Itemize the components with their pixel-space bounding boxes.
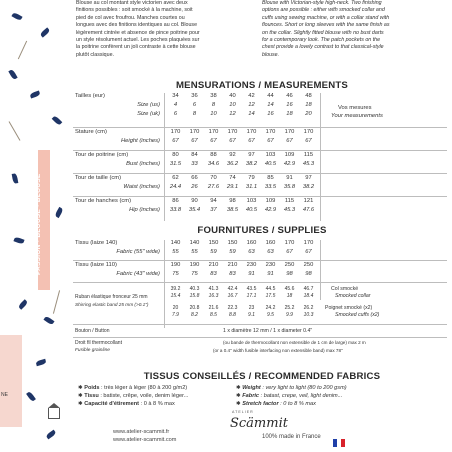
- fabric-bullet: [236, 401, 316, 407]
- fabric-cell: 91: [267, 271, 274, 277]
- elastic-cell: 16.7: [227, 293, 238, 299]
- description-line: pied de col avec froufrou. Manches courtes ou: [76, 14, 185, 21]
- leaf-icon: [54, 207, 63, 218]
- elastic-cell: 20: [172, 305, 179, 311]
- vertical-band-text: PASSION · BLOUSE · BLOUSE: [35, 173, 42, 276]
- fabric-cell: 150: [208, 240, 219, 246]
- smocked-cuffs-fr: Poignet smocké (x2): [325, 305, 373, 311]
- measurement-label-fr: Tour de taille (cm): [75, 175, 122, 181]
- smocked-cuffs-en: Smocked cuffs (x2): [335, 312, 380, 318]
- fabric-label-fr: Tissu (laize 140): [75, 240, 118, 246]
- description-line: un style résolument actuel. Les poches plaquées sur: [76, 37, 200, 44]
- measurement-cell: 42.9: [264, 207, 277, 213]
- measurement-cell: 97: [248, 152, 255, 158]
- fabric-cell: 98: [305, 271, 312, 277]
- leaf-icon: [52, 115, 63, 126]
- measurement-cell: 109: [265, 198, 276, 204]
- fabric-key: Weight: [242, 385, 261, 391]
- floral-sidebar: [0, 0, 68, 452]
- fabric-cell: 67: [305, 249, 312, 255]
- measurements-table: [73, 93, 447, 223]
- smocked-collar-en: Smocked collar: [335, 293, 371, 299]
- measurement-cell: 109: [284, 152, 295, 158]
- fabric-key: Stretch factor: [242, 401, 279, 407]
- measurement-row: [73, 129, 447, 151]
- fabric-bullet: [236, 393, 342, 399]
- size-cell: 42: [248, 93, 255, 99]
- measurement-cell: 90: [191, 198, 198, 204]
- description-line: plutôt classique.: [76, 51, 114, 58]
- measurement-cell: 31.1: [245, 184, 258, 190]
- measurement-cell: 35.4: [188, 207, 201, 213]
- twig-icon: [18, 41, 27, 60]
- measurement-label-en: Height (inches): [121, 138, 160, 144]
- star-bullet-icon: ✱: [236, 401, 243, 407]
- button-label: Bouton / Button: [75, 328, 110, 334]
- size-cell: 16: [267, 111, 274, 117]
- elastic-cell: 9.1: [248, 312, 255, 318]
- size-cell: 18: [305, 102, 312, 108]
- size-row-label: Tailles (eur): [75, 93, 105, 99]
- divider: [73, 324, 447, 325]
- size-row: [73, 102, 447, 111]
- leaf-icon: [12, 173, 19, 184]
- measurement-cell: 170: [303, 129, 314, 135]
- fabric-cell: 170: [284, 240, 295, 246]
- measurement-cell: 67: [267, 138, 274, 144]
- star-bullet-icon: ✱: [78, 393, 85, 399]
- brand-logo: Scämmit: [230, 416, 288, 431]
- elastic-cell: 10.3: [303, 312, 314, 318]
- size-cell: 40: [229, 93, 236, 99]
- measurement-cell: 86: [172, 198, 179, 204]
- fabric-cell: 190: [189, 262, 200, 268]
- url-en[interactable]: www.atelier-scammit.com: [113, 437, 177, 443]
- elastic-cell: 20.8: [189, 305, 200, 311]
- description-en: [262, 0, 444, 59]
- elastic-cell: 18: [286, 293, 293, 299]
- fabric-cell: 230: [246, 262, 257, 268]
- elastic-cell: 8.8: [229, 312, 236, 318]
- measurement-cell: 74: [229, 175, 236, 181]
- measurement-cell: 103: [246, 198, 257, 204]
- measurement-cell: 170: [227, 129, 238, 135]
- fabric-label-fr: Tissu (laize 110): [75, 262, 117, 268]
- measurement-cell: 34.6: [207, 161, 220, 167]
- interfacing-label-en: Fusible grainline: [75, 348, 110, 353]
- fabric-key: Fabric: [242, 393, 260, 399]
- measurement-cell: 170: [170, 129, 181, 135]
- elastic-cell: 42.4: [227, 286, 238, 292]
- elastic-cell: 26.2: [303, 305, 314, 311]
- measurement-cell: 84: [191, 152, 198, 158]
- fabric-cell: 55: [172, 249, 179, 255]
- measurement-cell: 67: [248, 138, 255, 144]
- fabric-key: Poids: [84, 385, 100, 391]
- twig-icon: [53, 290, 60, 313]
- measurement-cell: 66: [191, 175, 198, 181]
- leaf-icon: [40, 27, 51, 37]
- divider: [73, 150, 447, 151]
- elastic-label-fr: Ruban élastique fronceur 25 mm: [75, 294, 148, 300]
- description-line: chest provide a lovely contrast to that classical-style: [262, 44, 384, 51]
- elastic-cell: 40.3: [189, 286, 200, 292]
- elastic-cell: 22.3: [227, 305, 238, 311]
- size-cell: 4: [173, 102, 178, 108]
- leaf-icon: [45, 430, 56, 440]
- fabric-value: : batiste, crêpe, voile, denim léger...: [98, 393, 189, 399]
- fabric-row: [73, 262, 447, 282]
- measurement-cell: 38.2: [302, 184, 315, 190]
- measurement-cell: 67: [305, 138, 312, 144]
- size-cell: 6: [192, 102, 197, 108]
- size-cell: 44: [267, 93, 274, 99]
- size-row-label: Size (us): [137, 102, 160, 108]
- your-measurements-label: Your measurements: [331, 113, 383, 119]
- pink-card-text: NE: [1, 392, 8, 398]
- leaf-icon: [8, 69, 17, 80]
- measurement-cell: 170: [189, 129, 200, 135]
- measurement-cell: 67: [172, 138, 179, 144]
- fabric-cell: 170: [303, 240, 314, 246]
- fabric-cell: 250: [284, 262, 295, 268]
- measurement-cell: 27.6: [207, 184, 220, 190]
- size-cell: 48: [305, 93, 312, 99]
- measurement-cell: 35.8: [283, 184, 296, 190]
- elastic-label-en: Shirring elastic band 25 mm (>0.1"): [75, 302, 149, 307]
- supplies-title: FOURNITURES / SUPPLIES: [197, 225, 327, 236]
- divider: [73, 282, 447, 283]
- description-line: légèrement cintrée et absence de pince poitrine pour: [76, 29, 200, 36]
- description-line: blouse.: [262, 51, 280, 58]
- elastic-cell: 24.2: [265, 305, 276, 311]
- fabric-cell: 210: [208, 262, 219, 268]
- fabric-bullet: [236, 385, 347, 391]
- size-cell: 36: [191, 93, 198, 99]
- measurement-cell: 45.3: [283, 207, 296, 213]
- measurement-cell: 97: [305, 175, 312, 181]
- description-fr: [76, 0, 246, 59]
- logo-small-text: ATELIER: [232, 410, 254, 414]
- measurement-cell: 98: [229, 198, 236, 204]
- measurement-cell: 115: [303, 152, 314, 158]
- fabric-cell: 150: [227, 240, 238, 246]
- fabric-value: : 0 to 8 % max: [278, 401, 316, 407]
- size-cell: 46: [286, 93, 293, 99]
- elastic-cell: 7.9: [172, 312, 179, 318]
- leaf-icon: [26, 391, 36, 402]
- size-cell: 20: [305, 111, 312, 117]
- fabric-cell: 230: [265, 262, 276, 268]
- elastic-cell: 16.3: [208, 293, 219, 299]
- measurement-cell: 33.5: [264, 184, 277, 190]
- elastic-cell: 8.2: [191, 312, 198, 318]
- divider: [73, 173, 447, 174]
- fabric-cell: 83: [210, 271, 217, 277]
- size-cell: 12: [229, 111, 236, 117]
- measurement-cell: 45.3: [302, 161, 315, 167]
- measurement-row: [73, 152, 447, 174]
- measurements-title: MENSURATIONS / MEASUREMENTS: [175, 80, 349, 91]
- twig-icon: [9, 121, 21, 141]
- size-cell: 18: [286, 111, 293, 117]
- elastic-cell: 9.5: [267, 312, 274, 318]
- measurement-label-fr: Tour de poitrine (cm): [75, 152, 129, 158]
- size-cell: 10: [210, 111, 217, 117]
- elastic-cell: 39.2: [170, 286, 181, 292]
- interfacing-text-en: (or a 0.4" width fusible interfacing non extensible band) max 78": [213, 348, 343, 353]
- measurement-cell: 70: [210, 175, 217, 181]
- measurement-cell: 170: [208, 129, 219, 135]
- elastic-cell: 18.4: [303, 293, 314, 299]
- size-cell: 10: [229, 102, 236, 108]
- fabric-cell: 59: [210, 249, 217, 255]
- pink-card: [0, 335, 22, 427]
- measurement-cell: 24.4: [169, 184, 182, 190]
- elastic-cell: 9.9: [286, 312, 293, 318]
- elastic-cell: 21.6: [208, 305, 219, 311]
- fabric-cell: 59: [229, 249, 236, 255]
- fabric-cell: 210: [227, 262, 238, 268]
- leaf-icon: [36, 359, 47, 366]
- divider: [73, 196, 447, 197]
- fabric-bullet: [78, 385, 187, 391]
- description-line: finitions possibles : soit smocké à la machine, soit: [76, 7, 193, 14]
- measurement-cell: 38.2: [245, 161, 258, 167]
- description-line: Blouse with Victorian-style high-neck. Two finishing: [262, 0, 382, 6]
- elastic-cell: 15.8: [189, 293, 200, 299]
- fabric-key: Tissu: [84, 393, 99, 399]
- supplies-table: [73, 240, 447, 365]
- description-line: longues avec des finitions identiques au col. Blouse: [76, 22, 198, 29]
- size-cell: 6: [173, 111, 178, 117]
- size-cell: 8: [211, 102, 216, 108]
- fabric-key: Capacité d'étirement: [84, 401, 140, 407]
- measurement-cell: 33.8: [169, 207, 182, 213]
- measurement-cell: 33: [191, 161, 198, 167]
- url-fr[interactable]: www.atelier-scammit.fr: [113, 429, 170, 435]
- fabric-cell: 75: [172, 271, 179, 277]
- leaf-icon: [11, 12, 22, 21]
- fabric-label-en: Fabric (55" wide): [116, 249, 160, 255]
- elastic-cell: 8.5: [210, 312, 217, 318]
- star-bullet-icon: ✱: [78, 385, 85, 391]
- measurement-cell: 92: [229, 152, 236, 158]
- description-line: cuffs using sewing machine, or with a collar stand with: [262, 14, 390, 21]
- fabric-bullet: [78, 393, 188, 399]
- fabric-cell: 63: [267, 249, 274, 255]
- size-cell: 14: [248, 111, 255, 117]
- measurement-cell: 88: [210, 152, 217, 158]
- fabric-cell: 98: [286, 271, 293, 277]
- fabric-cell: 75: [191, 271, 198, 277]
- fabric-value: : very light to light (80 to 200 gsm): [260, 385, 347, 391]
- fabric-cell: 160: [246, 240, 257, 246]
- measurement-label-fr: Tour de hanches (cm): [75, 198, 132, 204]
- elastic-cell: 25.2: [284, 305, 295, 311]
- size-cell: 34: [172, 93, 179, 99]
- elastic-cell: 45.6: [284, 286, 295, 292]
- fabric-cell: 140: [189, 240, 200, 246]
- leaf-icon: [18, 299, 29, 310]
- description-line: flounces. Short or long sleeves with the same finish as: [262, 22, 390, 29]
- size-row: [73, 93, 447, 102]
- measurement-cell: 79: [248, 175, 255, 181]
- measurement-row: [73, 175, 447, 197]
- elastic-cell: 15.4: [170, 293, 181, 299]
- fabric-cell: 63: [248, 249, 255, 255]
- measurement-label-en: Bust (inches): [126, 161, 160, 167]
- measurement-cell: 85: [267, 175, 274, 181]
- interfacing-label-fr: Droit fil thermocollant: [75, 340, 122, 346]
- measurement-cell: 26: [191, 184, 198, 190]
- measurement-cell: 121: [303, 198, 314, 204]
- made-in-france: 100% made in France: [262, 434, 321, 440]
- fabric-cell: 250: [303, 262, 314, 268]
- measurement-cell: 115: [284, 198, 295, 204]
- description-line: Blouse au col montant style victorien avec deux: [76, 0, 188, 6]
- leaf-icon: [13, 236, 24, 244]
- measurement-cell: 62: [172, 175, 179, 181]
- size-cell: 8: [192, 111, 197, 117]
- fabric-cell: 67: [286, 249, 293, 255]
- size-row-label: Size (uk): [137, 111, 160, 117]
- divider: [73, 127, 447, 128]
- fabric-row: [73, 240, 447, 260]
- elastic-row: [73, 286, 447, 326]
- measurement-cell: 40.5: [245, 207, 258, 213]
- star-bullet-icon: ✱: [78, 401, 85, 407]
- measurement-row: [73, 198, 447, 220]
- measurement-cell: 94: [210, 198, 217, 204]
- star-bullet-icon: ✱: [236, 385, 243, 391]
- measurement-cell: 103: [265, 152, 276, 158]
- star-bullet-icon: ✱: [236, 393, 243, 399]
- elastic-cell: 41.3: [208, 286, 219, 292]
- measurement-cell: 67: [210, 138, 217, 144]
- measurement-cell: 67: [191, 138, 198, 144]
- recommended-title: TISSUS CONSEILLÉS / RECOMMENDED FABRICS: [143, 371, 381, 382]
- smocked-collar-fr: Col smocké: [331, 286, 359, 292]
- measurement-cell: 42.9: [283, 161, 296, 167]
- leaf-icon: [43, 316, 54, 326]
- size-cell: 12: [248, 102, 255, 108]
- french-flag-icon: [333, 434, 345, 442]
- measurement-cell: 170: [246, 129, 257, 135]
- elastic-cell: 23: [248, 305, 255, 311]
- measurement-cell: 170: [284, 129, 295, 135]
- measurement-label-en: Hip (inches): [129, 207, 160, 213]
- measurement-label-en: Waist (inches): [123, 184, 160, 190]
- size-cell: 16: [286, 102, 293, 108]
- description-line: options are possible : either with smocked collar and: [262, 7, 385, 14]
- elastic-cell: 46.7: [303, 286, 314, 292]
- divider: [73, 337, 447, 338]
- your-measures-label: Vos mesures: [338, 105, 372, 111]
- description-line: la poitrine confèrent un joli contraste à cette blouse: [76, 44, 196, 51]
- elastic-cell: 43.5: [246, 286, 257, 292]
- fabric-label-en: Fabric (43" wide): [116, 271, 160, 277]
- measurement-cell: 29.1: [226, 184, 239, 190]
- fabric-cell: 55: [191, 249, 198, 255]
- measurement-cell: 40.5: [264, 161, 277, 167]
- description-line: on the collar. Slightly fitted blouse with no bust darts: [262, 29, 384, 36]
- measurement-cell: 67: [286, 138, 293, 144]
- button-text: 1 x diamètre 12 mm / 1 x diameter 0.4": [223, 328, 313, 334]
- fabric-cell: 190: [170, 262, 181, 268]
- size-cell: 14: [267, 102, 274, 108]
- leaf-icon: [29, 90, 40, 98]
- fabric-cell: 140: [170, 240, 181, 246]
- measurement-cell: 31.5: [169, 161, 182, 167]
- fabric-value: : très léger à léger (80 à 200 g/m2): [99, 385, 188, 391]
- fabric-cell: 83: [229, 271, 236, 277]
- measurement-cell: 38.5: [226, 207, 239, 213]
- size-cell: 38: [210, 93, 217, 99]
- size-row: [73, 111, 447, 120]
- fabric-value: : 0 à 8 % max: [139, 401, 175, 407]
- measurement-cell: 67: [229, 138, 236, 144]
- fabric-value: : batast, crepe, veil, light denim...: [259, 393, 343, 399]
- description-line: for a contemporary look. The patch pockets on the: [262, 37, 381, 44]
- measurement-cell: 37: [210, 207, 217, 213]
- fabric-cell: 91: [248, 271, 255, 277]
- measurement-cell: 47.6: [302, 207, 315, 213]
- elastic-cell: 17.5: [265, 293, 276, 299]
- measurement-cell: 170: [265, 129, 276, 135]
- measurement-cell: 36.2: [226, 161, 239, 167]
- interfacing-text-fr: (ou bande de thermocollant non extensible de 1 cm de large) max 2 m: [223, 340, 366, 345]
- measurement-cell: 91: [286, 175, 293, 181]
- fabric-bullet: [78, 401, 175, 407]
- elastic-cell: 44.5: [265, 286, 276, 292]
- measurement-label-fr: Stature (cm): [75, 129, 107, 135]
- elastic-cell: 17.1: [246, 293, 257, 299]
- divider: [73, 260, 447, 261]
- measurement-cell: 80: [172, 152, 179, 158]
- home-icon: [48, 408, 60, 419]
- interfacing-row: [73, 340, 447, 360]
- fabric-cell: 160: [265, 240, 276, 246]
